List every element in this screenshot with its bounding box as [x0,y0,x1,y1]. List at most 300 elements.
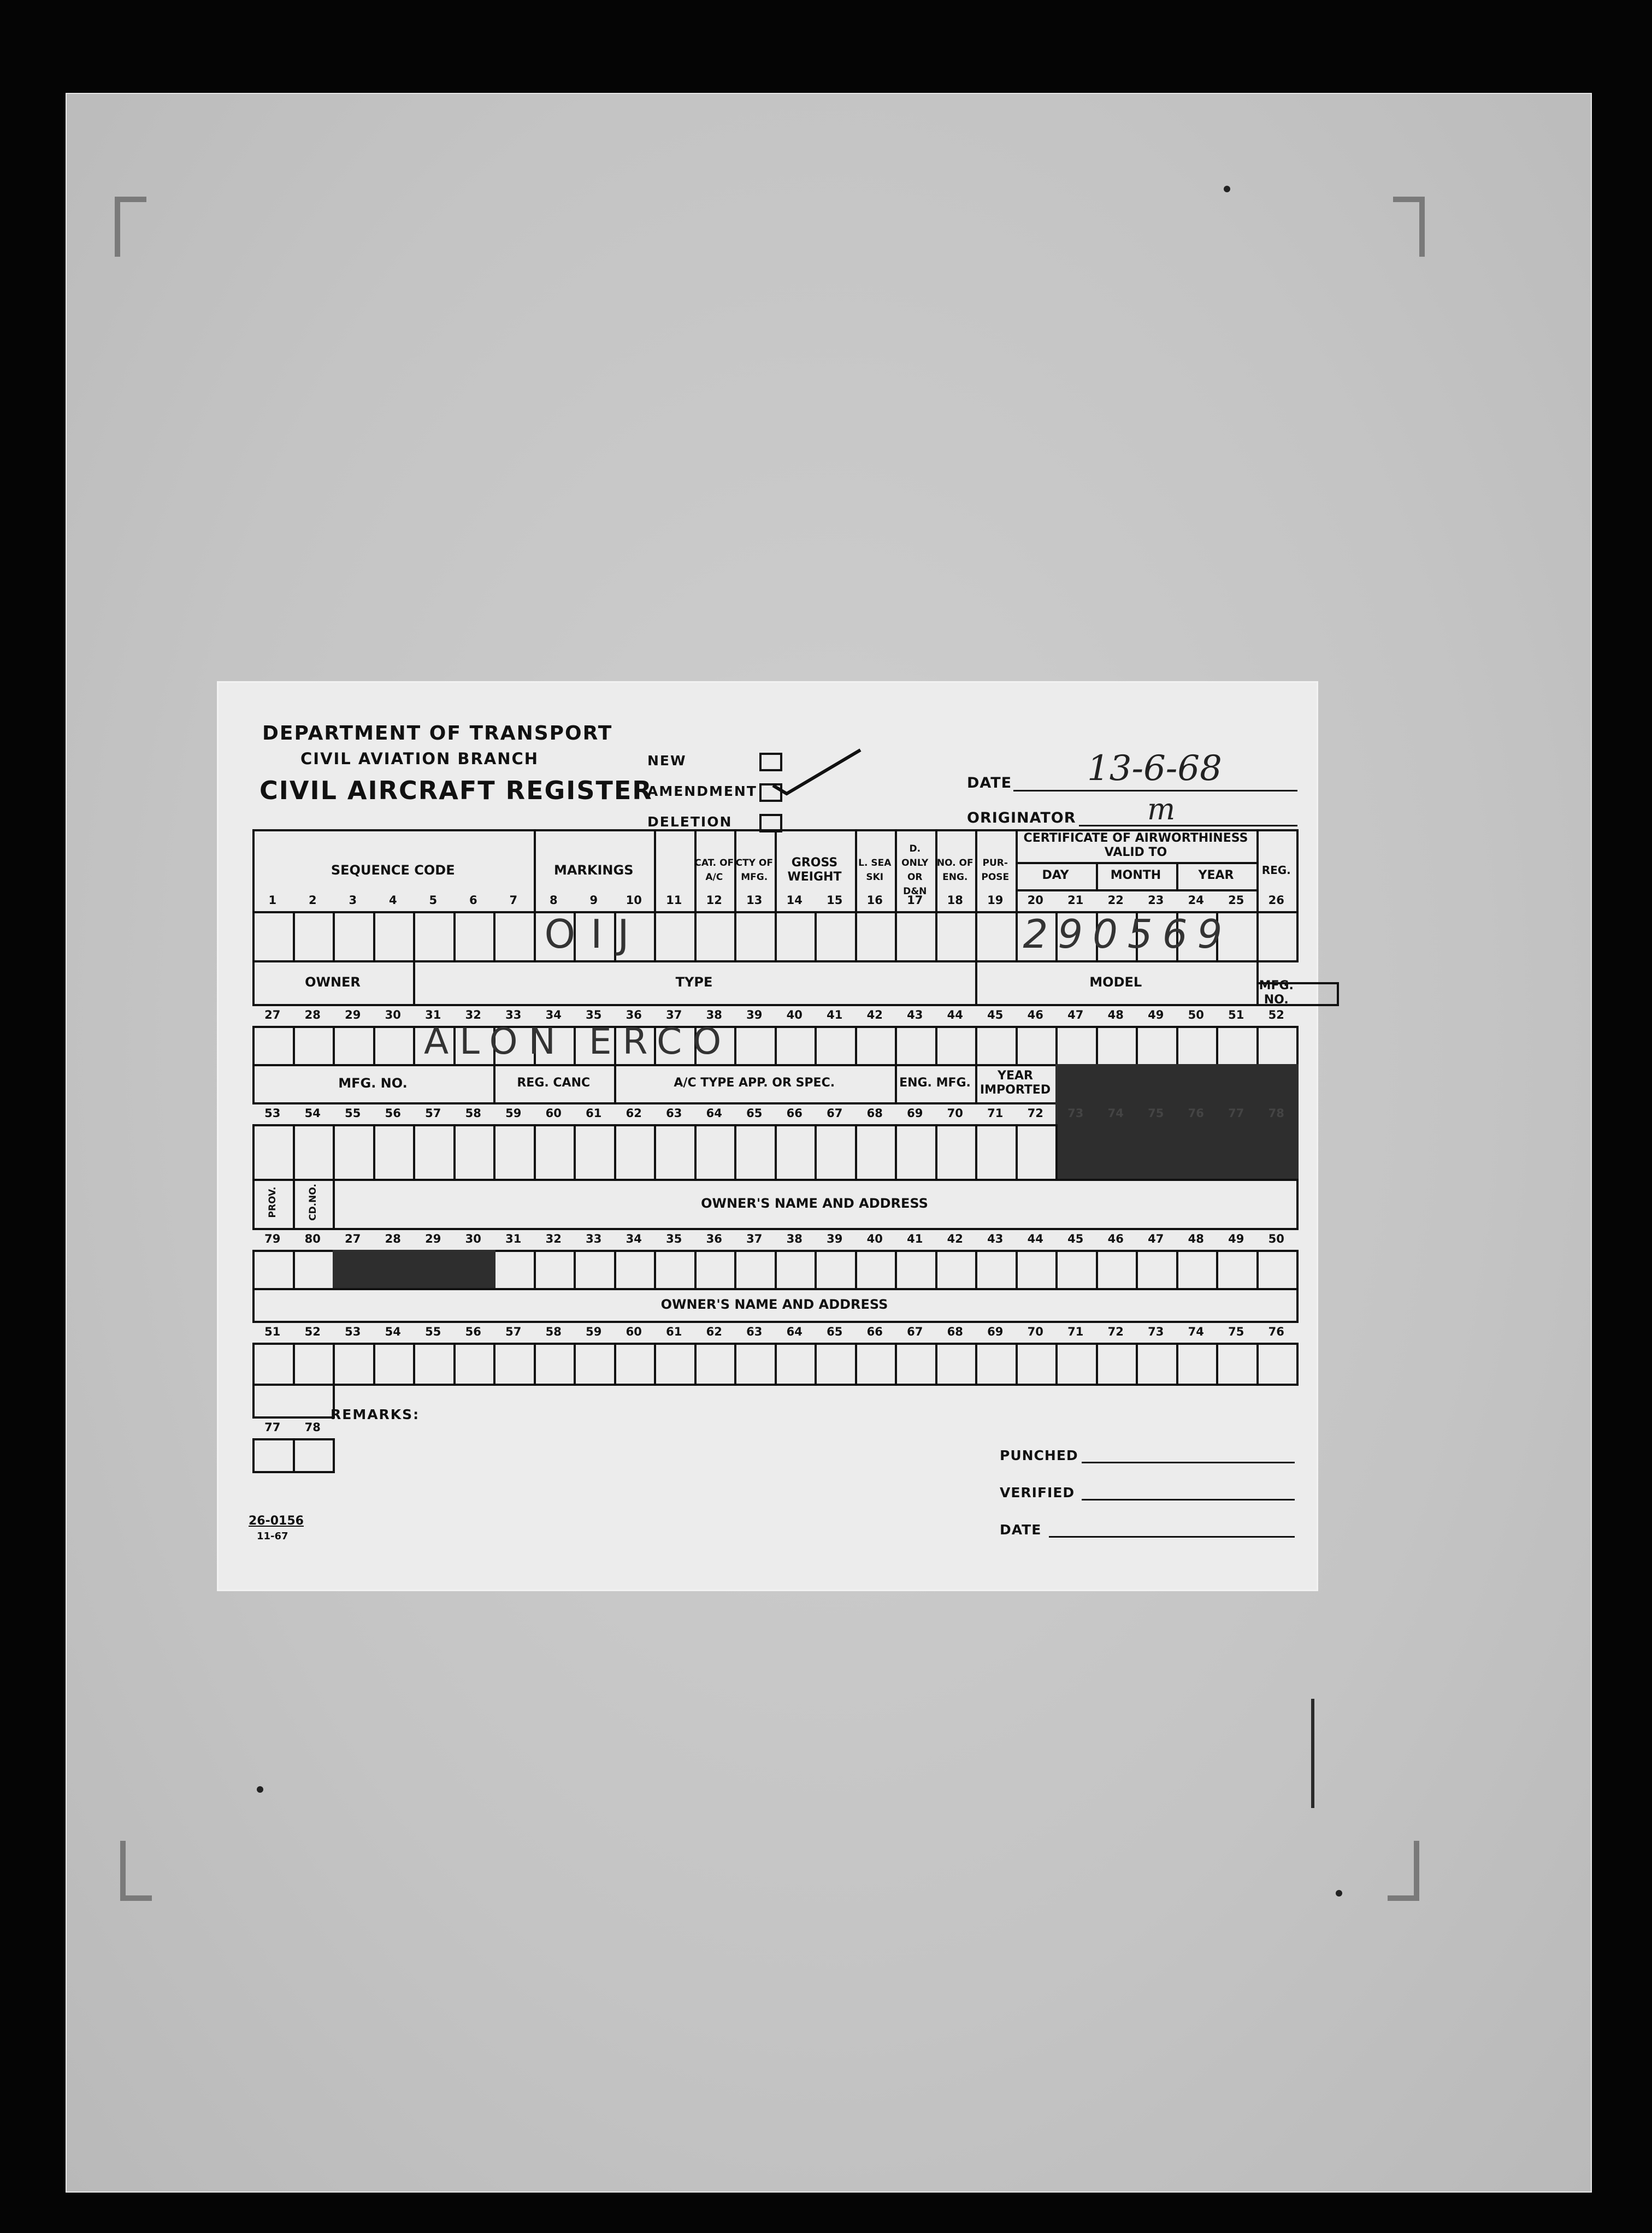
entry-box[interactable] [373,1124,416,1181]
entry-box[interactable] [654,1250,697,1290]
column-number: 56 [385,1107,401,1120]
entry-box[interactable] [453,1124,496,1181]
column-number: 49 [1228,1232,1244,1245]
column-number: 52 [1268,1008,1284,1021]
entry-box[interactable] [1096,1250,1138,1290]
entry-box[interactable] [1055,1026,1098,1066]
column-number: 42 [866,1008,883,1021]
engmfg-label: ENG. MFG. [899,1076,971,1090]
entry-box[interactable] [935,911,978,962]
column-number: 34 [626,1232,642,1245]
film-scratch [1311,1699,1314,1808]
column-number: 55 [425,1325,441,1338]
column-number: 37 [666,1008,682,1021]
date-label: DATE [967,775,1012,791]
entry-box[interactable] [734,1124,777,1181]
entry-box[interactable] [775,1124,817,1181]
entry-box[interactable] [694,1124,737,1181]
remarks-label: REMARKS: [331,1407,420,1422]
entry-box[interactable] [453,911,496,962]
entry-box[interactable] [1216,1250,1259,1290]
column-number: 33 [505,1008,522,1021]
entry-box[interactable] [252,1026,295,1066]
entry-box[interactable] [1256,1250,1299,1290]
entry-box[interactable] [654,911,697,962]
entry-box[interactable] [775,911,817,962]
column-number: 71 [1067,1325,1084,1338]
mfgno-label: MFG. NO. [1259,979,1294,1007]
column-number: 33 [586,1232,602,1245]
entry-box[interactable] [1055,1343,1098,1386]
department-title: DEPARTMENT OF TRANSPORT [262,722,613,745]
remarks-stub-top [252,1384,335,1419]
column-number: 66 [786,1107,803,1120]
entry-box[interactable] [252,1343,295,1386]
markings-label: MARKINGS [553,863,634,878]
entry-box[interactable] [734,911,777,962]
entry-box[interactable] [1176,1250,1219,1290]
entry-box[interactable] [534,1124,576,1181]
column-number: 48 [1107,1008,1124,1021]
column-number: 74 [1188,1325,1204,1338]
entry-box[interactable] [413,911,456,962]
month-label: MONTH [1110,869,1161,882]
entry-box[interactable] [614,1343,657,1386]
branch-title: CIVIL AVIATION BRANCH [300,749,539,768]
column-number: 58 [545,1325,562,1338]
column-number: 63 [666,1107,682,1120]
entry-box[interactable] [815,911,857,962]
entry-box[interactable] [1176,1026,1219,1066]
column-number: 76 [1268,1325,1284,1338]
column-number: 25 [1228,894,1244,907]
dust-speck [1224,186,1230,192]
column-number: 29 [345,1008,361,1021]
entry-box[interactable] [1016,1124,1058,1181]
entry-box[interactable] [1256,911,1299,962]
column-number: 27 [264,1008,281,1021]
column-number: 44 [947,1008,963,1021]
column-number: 61 [586,1107,602,1120]
entry-box[interactable] [614,1250,657,1290]
column-number: 51 [264,1325,281,1338]
column-number: 64 [706,1107,722,1120]
new-label: NEW [647,753,687,769]
prov-label: PROV. [267,1186,278,1218]
column-number: 73 [1148,1325,1164,1338]
entry-box[interactable] [775,1343,817,1386]
cert-label: CERTIFICATE OF AIRWORTHINESS VALID TO [1023,831,1248,859]
column-number: 66 [866,1325,883,1338]
entry-box[interactable] [895,1026,937,1066]
column-number: 72 [1027,1107,1043,1120]
entry-box[interactable] [413,1124,456,1181]
column-number: 53 [264,1107,281,1120]
column-number: 10 [626,894,642,907]
entry-box[interactable] [534,1343,576,1386]
column-number: 68 [947,1325,963,1338]
entry-box[interactable] [574,1250,616,1290]
entry-box[interactable] [1256,1343,1299,1386]
entry-box[interactable] [1176,1343,1219,1386]
type-label: TYPE [675,974,713,990]
column-number: 62 [706,1325,722,1338]
entry-box[interactable] [252,911,295,962]
entry-box[interactable] [1096,1343,1138,1386]
originator-value[interactable]: m [1147,792,1176,826]
column-number: 23 [1148,894,1164,907]
crop-mark-top-right [1393,197,1425,257]
lsea-label: L. SEA SKI [858,858,892,883]
column-number: 35 [586,1008,602,1021]
entry-box[interactable] [373,911,416,962]
column-number-shaded: 78 [1268,1107,1284,1120]
punched-label: PUNCHED [1000,1448,1078,1463]
column-number: 60 [626,1325,642,1338]
entry-box[interactable] [734,1026,777,1066]
entry-box[interactable] [855,1124,898,1181]
column-number: 67 [907,1325,923,1338]
column-number: 69 [907,1107,923,1120]
entry-box[interactable] [975,1124,1018,1181]
entry-box[interactable] [734,1343,777,1386]
entry-box[interactable] [293,1343,335,1386]
entry-box[interactable] [333,911,375,962]
column-number: 64 [786,1325,803,1338]
column-number: 8 [549,894,558,907]
column-number: 7 [509,894,518,907]
owner-addr2-label: OWNER'S NAME AND ADDRESS [660,1297,888,1312]
amendment-label: AMENDMENT [647,783,757,799]
column-number: 80 [304,1232,321,1245]
entry-box[interactable] [1055,1250,1098,1290]
column-number: 48 [1188,1232,1204,1245]
date-line [1013,790,1297,791]
markings-entry[interactable]: OIJ [544,911,645,957]
column-number: 65 [746,1107,763,1120]
column-number: 16 [866,894,883,907]
column-number: 30 [465,1232,481,1245]
model-label: MODEL [1089,974,1142,990]
column-number: 20 [1027,894,1043,907]
purpose-label: PUR- POSE [981,858,1010,883]
originator-label: ORIGINATOR [967,810,1076,826]
entry-box[interactable] [373,1343,416,1386]
entry-box[interactable] [975,1343,1018,1386]
entry-box[interactable] [775,1026,817,1066]
column-number-shaded: 75 [1148,1107,1164,1120]
column-number: 72 [1107,1325,1124,1338]
entry-box[interactable] [333,1124,375,1181]
column-number: 77 [264,1421,281,1434]
column-number: 50 [1188,1008,1204,1021]
column-number: 54 [304,1107,321,1120]
punched-line [1082,1462,1295,1463]
entry-box[interactable] [895,1124,937,1181]
donly-label: D. ONLY OR D&N [901,843,929,897]
entry-box[interactable] [935,1250,978,1290]
entry-box[interactable] [453,1343,496,1386]
column-number: 43 [987,1232,1004,1245]
column-number: 49 [1148,1008,1164,1021]
column-number: 46 [1027,1008,1043,1021]
column-number: 69 [987,1325,1004,1338]
column-number: 14 [786,894,803,907]
column-number: 70 [947,1107,963,1120]
crop-mark-bottom-left [120,1841,152,1901]
entry-box[interactable] [815,1250,857,1290]
noeng-label: NO. OF ENG. [936,858,974,883]
entry-box[interactable] [574,1343,616,1386]
column-number: 1 [268,894,277,907]
entry-box[interactable] [293,1026,335,1066]
column-number: 71 [987,1107,1004,1120]
entry-box[interactable] [1016,1026,1058,1066]
actype-label: A/C TYPE APP. OR SPEC. [674,1076,835,1090]
column-number: 29 [425,1232,441,1245]
entry-box[interactable] [413,1343,456,1386]
footer-date-label: DATE [1000,1522,1042,1538]
column-number-shaded: 76 [1188,1107,1204,1120]
column-number: 42 [947,1232,963,1245]
verified-label: VERIFIED [1000,1485,1075,1501]
column-number: 57 [425,1107,441,1120]
cert-valid-entry[interactable]: 290569 [1023,911,1232,957]
entry-box[interactable] [1016,1250,1058,1290]
register-grid [252,829,1297,1434]
entry-box[interactable] [815,1343,857,1386]
entry-box[interactable] [935,1026,978,1066]
column-number: 58 [465,1107,481,1120]
column-number: 56 [465,1325,481,1338]
column-number: 45 [987,1008,1004,1021]
column-number: 36 [626,1008,642,1021]
column-number: 15 [827,894,843,907]
column-number: 2 [308,894,317,907]
column-number: 38 [706,1008,722,1021]
owner-addr1-label: OWNER'S NAME AND ADDRESS [701,1196,928,1211]
entry-box[interactable] [855,1343,898,1386]
year-label: YEAR [1198,869,1234,882]
column-number-shaded: 74 [1107,1107,1124,1120]
column-number: 54 [385,1325,401,1338]
entry-box[interactable] [694,1250,737,1290]
entry-box[interactable] [252,1124,295,1181]
entry-box[interactable] [252,1250,295,1290]
register-card [219,683,1317,1590]
cty-label: CTY OF MFG. [735,858,773,883]
column-number: 24 [1188,894,1204,907]
column-number: 67 [827,1107,843,1120]
entry-box[interactable] [1096,1026,1138,1066]
column-number-shaded: 73 [1067,1107,1084,1120]
checkmark-icon [770,747,863,796]
column-number: 40 [786,1008,803,1021]
column-number: 28 [304,1008,321,1021]
column-number: 12 [706,894,722,907]
entry-box[interactable] [1016,1343,1058,1386]
entry-box[interactable] [855,1026,898,1066]
entry-box[interactable] [975,1250,1018,1290]
column-number: 53 [345,1325,361,1338]
column-number: 11 [666,894,682,907]
register-title: CIVIL AIRCRAFT REGISTER [259,776,653,805]
column-number-shaded: 77 [1228,1107,1244,1120]
column-number: 59 [505,1107,522,1120]
column-number: 5 [429,894,438,907]
crop-mark-bottom-right [1388,1841,1419,1901]
column-number: 4 [388,894,397,907]
column-number: 18 [947,894,963,907]
column-number: 78 [304,1421,321,1434]
entry-box[interactable] [1256,1026,1299,1066]
type-entry[interactable]: ALON ERCO [424,1020,733,1062]
entry-box[interactable] [1136,1343,1178,1386]
column-number: 28 [385,1232,401,1245]
entry-box[interactable] [252,1438,295,1473]
column-number: 27 [345,1232,361,1245]
dust-speck [257,1786,263,1793]
entry-box[interactable] [935,1124,978,1181]
entry-box[interactable] [895,1343,937,1386]
column-number: 31 [425,1008,441,1021]
column-number: 68 [866,1107,883,1120]
crop-mark-top-left [115,197,146,257]
entry-box[interactable] [493,1343,536,1386]
column-number: 79 [264,1232,281,1245]
cdno-label: CD.NO. [307,1184,318,1221]
column-number: 3 [349,894,357,907]
entry-box[interactable] [855,911,898,962]
column-number: 41 [907,1232,923,1245]
column-number: 36 [706,1232,722,1245]
column-number: 46 [1107,1232,1124,1245]
shaded-block [333,1250,495,1290]
column-number: 55 [345,1107,361,1120]
originator-line [1079,825,1297,826]
column-number: 60 [545,1107,562,1120]
column-number: 59 [586,1325,602,1338]
dust-speck [1336,1890,1342,1897]
entry-box[interactable] [1216,1343,1259,1386]
entry-box[interactable] [694,1343,737,1386]
entry-box[interactable] [734,1250,777,1290]
column-number: 6 [469,894,477,907]
entry-box[interactable] [654,1124,697,1181]
reg-label: REG. [1261,864,1291,877]
cat-label: CAT. OF A/C [694,858,734,883]
column-number: 65 [827,1325,843,1338]
entry-box[interactable] [1136,1250,1178,1290]
entry-box[interactable] [333,1343,375,1386]
column-number: 17 [907,894,923,907]
column-number: 26 [1268,894,1284,907]
owner-label: OWNER [305,974,361,990]
column-number: 22 [1107,894,1124,907]
entry-box[interactable] [493,1124,536,1181]
column-number: 21 [1067,894,1084,907]
entry-box[interactable] [373,1026,416,1066]
deletion-label: DELETION [647,814,733,830]
column-number: 9 [589,894,598,907]
column-number: 39 [827,1232,843,1245]
column-number: 62 [626,1107,642,1120]
column-number: 31 [505,1232,522,1245]
day-label: DAY [1042,869,1069,882]
column-number: 39 [746,1008,763,1021]
column-number: 57 [505,1325,522,1338]
column-number: 50 [1268,1232,1284,1245]
verified-line [1082,1499,1295,1501]
column-number: 32 [465,1008,481,1021]
entry-box[interactable] [1216,1026,1259,1066]
mfgno2-label: MFG. NO. [338,1076,408,1091]
shaded-block [1055,1064,1299,1179]
column-number: 41 [827,1008,843,1021]
entry-box[interactable] [895,911,937,962]
footer-date-line [1049,1536,1295,1538]
column-number: 13 [746,894,763,907]
entry-box[interactable] [574,1124,616,1181]
entry-box[interactable] [293,1124,335,1181]
entry-box[interactable] [895,1250,937,1290]
entry-box[interactable] [975,911,1018,962]
column-number: 40 [866,1232,883,1245]
column-number: 75 [1228,1325,1244,1338]
column-number: 51 [1228,1008,1244,1021]
column-number: 61 [666,1325,682,1338]
entry-box[interactable] [1136,1026,1178,1066]
entry-box[interactable] [493,1250,536,1290]
column-number: 47 [1067,1008,1084,1021]
column-number: 34 [545,1008,562,1021]
entry-box[interactable] [975,1026,1018,1066]
column-number: 70 [1027,1325,1043,1338]
entry-box[interactable] [293,1438,335,1473]
regcanc-label: REG. CANC [517,1076,591,1090]
date-value[interactable]: 13-6-68 [1087,748,1222,789]
gross-weight-label: GROSS WEIGHT [787,856,842,884]
column-number: 47 [1148,1232,1164,1245]
entry-box[interactable] [654,1343,697,1386]
entry-box[interactable] [815,1026,857,1066]
column-number: 32 [545,1232,562,1245]
entry-box[interactable] [293,1250,335,1290]
entry-box[interactable] [614,1124,657,1181]
column-number: 45 [1067,1232,1084,1245]
column-number: 38 [786,1232,803,1245]
sequence-code-label: SEQUENCE CODE [331,863,455,878]
entry-box[interactable] [855,1250,898,1290]
column-number: 35 [666,1232,682,1245]
yearimp-label: YEAR IMPORTED [980,1069,1051,1097]
column-number: 43 [907,1008,923,1021]
column-number: 52 [304,1325,321,1338]
column-number: 63 [746,1325,763,1338]
entry-box[interactable] [935,1343,978,1386]
entry-box[interactable] [534,1250,576,1290]
entry-box[interactable] [333,1026,375,1066]
form-number: 26-0156 [249,1514,304,1528]
column-number: 44 [1027,1232,1043,1245]
entry-box[interactable] [815,1124,857,1181]
entry-box[interactable] [293,911,335,962]
entry-box[interactable] [775,1250,817,1290]
entry-box[interactable] [493,911,536,962]
column-number: 37 [746,1232,763,1245]
entry-box[interactable] [694,911,737,962]
column-number: 19 [987,894,1004,907]
